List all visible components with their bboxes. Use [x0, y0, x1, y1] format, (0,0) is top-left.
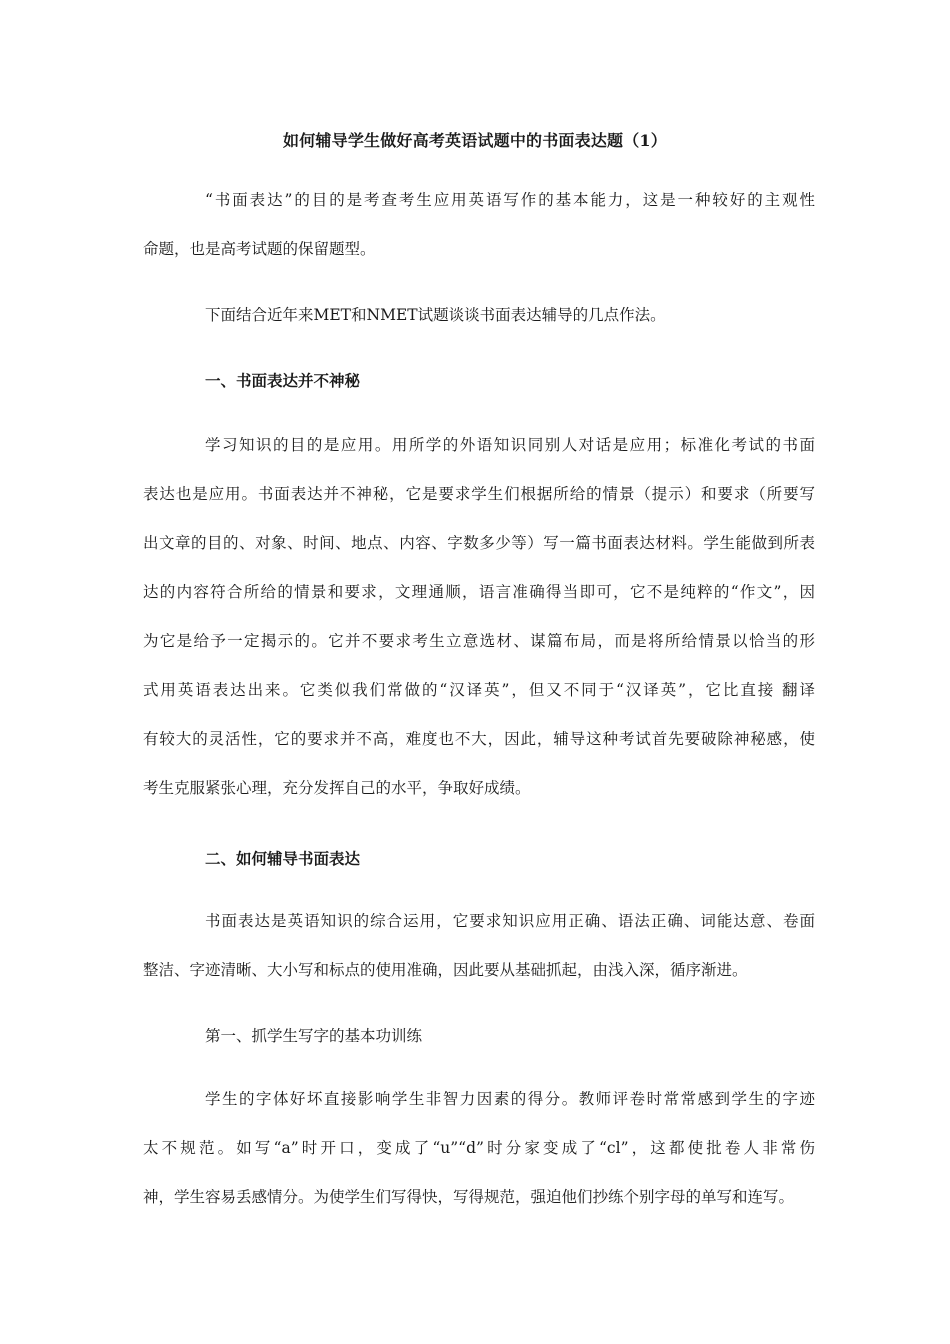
document-title: 如何辅导学生做好高考英语试题中的书面表达题（1） — [283, 131, 667, 150]
paragraph-step-1: 第一、抓学生写字的基本功训练 — [205, 1027, 423, 1045]
paragraph-line: 学生的字体好坏直接影响学生非智力因素的得分。教师评卷时常常感到学生的字迹 — [205, 1090, 815, 1108]
paragraph-line: 表达也是应用。书面表达并不神秘，它是要求学生们根据所给的情景（提示）和要求（所要写 — [143, 485, 815, 503]
paragraph-line: 出文章的目的、对象、时间、地点、内容、字数多少等）写一篇书面表达材料。学生能做到所表 — [143, 534, 815, 552]
paragraph-line: 式用英语表达出来。它类似我们常做的“汉译英”，但又不同于“汉译英”，它比直接 翻译 — [143, 681, 815, 699]
paragraph-intro: 下面结合近年来MET和NMET试题谈谈书面表达辅导的几点作法。 — [205, 306, 666, 324]
section-heading-2: 二、如何辅导书面表达 — [205, 849, 361, 868]
paragraph-line: 为它是给予一定揭示的。它并不要求考生立意选材、谋篇布局，而是将所给情景以恰当的形 — [143, 632, 815, 650]
paragraph-line: 达的内容符合所给的情景和要求，文理通顺，语言准确得当即可，它不是纯粹的“作文”，因 — [143, 583, 815, 601]
paragraph-line: 神，学生容易丢感情分。为使学生们写得快，写得规范，强迫他们抄练个别字母的单写和连写。 — [143, 1188, 795, 1206]
section-heading-1: 一、书面表达并不神秘 — [205, 371, 361, 390]
paragraph-line: 书面表达是英语知识的综合运用，它要求知识应用正确、语法正确、词能达意、卷面 — [205, 912, 815, 930]
paragraph-line: 学习知识的目的是应用。用所学的外语知识同别人对话是应用；标准化考试的书面 — [205, 436, 815, 454]
paragraph-line: 命题，也是高考试题的保留题型。 — [143, 240, 376, 258]
paragraph-line: 太不规范。如写“a”时开口，变成了“u”“d”时分家变成了“cl”，这都使批卷人非常伤 — [143, 1139, 815, 1157]
paragraph-line: 有较大的灵活性，它的要求并不高，难度也不大，因此，辅导这种考试首先要破除神秘感，使 — [143, 730, 815, 748]
paragraph-line: 考生克服紧张心理，充分发挥自己的水平，争取好成绩。 — [143, 779, 531, 797]
paragraph-purpose — [143, 176, 815, 274]
paragraph-line: 整洁、字迹清晰、大小写和标点的使用准确，因此要从基础抓起，由浅入深，循序渐进。 — [143, 961, 748, 979]
paragraph-line: “书面表达”的目的是考查考生应用英语写作的基本能力，这是一种较好的主观性 — [205, 191, 815, 209]
paragraph-handwriting — [143, 1075, 815, 1222]
paragraph-section-2 — [143, 897, 815, 995]
paragraph-section-1 — [143, 421, 815, 813]
